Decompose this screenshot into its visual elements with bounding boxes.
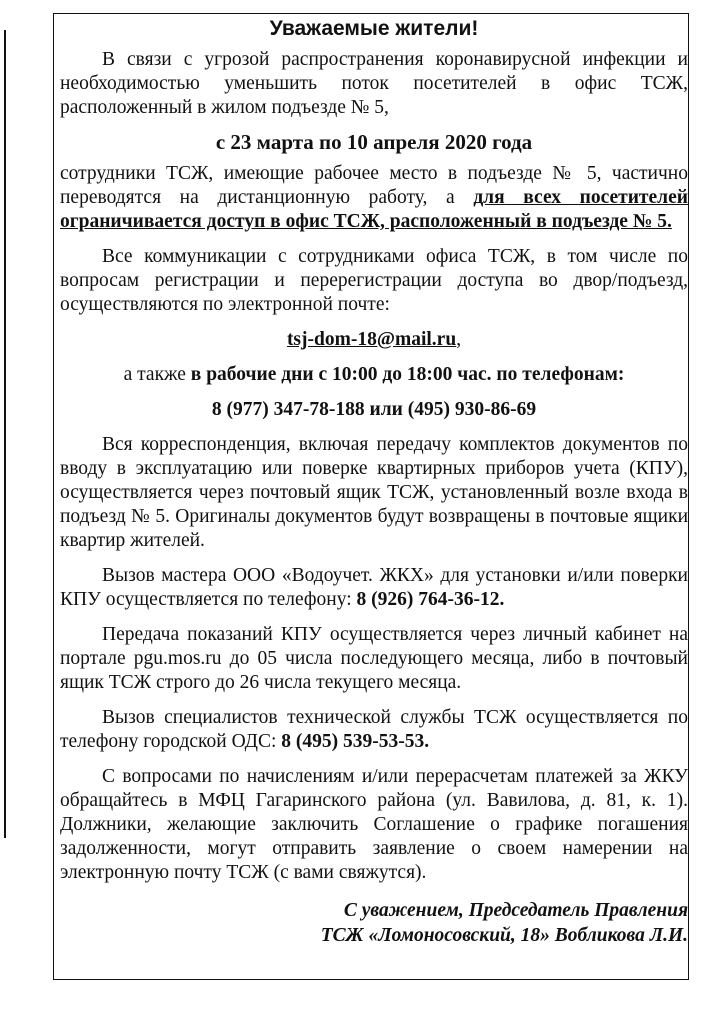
technical-text: Вызов специалистов технической службы ТСЖ осуществляется по телефону городской ОДС: — [60, 707, 688, 752]
technical-phone: 8 (495) 539-53-53. — [281, 731, 430, 752]
remote-work-text: сотрудники ТСЖ, имеющие рабочее место в подъезде № 5, частично переводятся на дистанционную работу, а — [60, 163, 688, 208]
communications-paragraph: Все коммуникации с сотрудниками офиса ТСЖ, в том числе по вопросам регистрации и перерегистрации доступа во двор/подъезд, осуществляются по электронной почте: — [60, 246, 688, 315]
email-suffix: , — [456, 329, 462, 350]
access-restriction: для всех посетителей ограничивается доступ в офис ТСЖ, расположенный в подъезде № 5. — [60, 187, 688, 232]
intro-paragraph: В связи с угрозой распространения коронавирусной инфекции и необходимостью уменьшить поток посетителей в офис ТСЖ, расположенный в жилом подъезде № 5, — [60, 49, 688, 118]
remote-work-paragraph — [60, 162, 688, 234]
readings-paragraph: Передача показаний КПУ осуществляется через личный кабинет на портале pgu.mos.ru до 05 числа последующего месяца, либо в почтовый ящик ТСЖ строго до 26 числа текущего месяца. — [60, 624, 688, 693]
phone-numbers: 8 (977) 347-78-188 или (495) 930-86-69 — [211, 399, 537, 420]
phones-intro — [60, 363, 688, 387]
signature-line-2: ТСЖ «Ломоносовский, 18» Вобликова Л.И. — [320, 925, 688, 946]
master-text: Вызов мастера ООО «Водоучет. ЖКХ» для установки и/или поверки КПУ осуществляется по телефону: — [60, 565, 688, 610]
signature — [60, 898, 688, 948]
margin-rule — [4, 30, 6, 838]
phones-intro-prefix: а также — [123, 364, 191, 385]
email-line — [60, 328, 688, 352]
master-paragraph — [60, 564, 688, 612]
notice-content — [60, 15, 688, 948]
billing-paragraph: С вопросами по начислениям и/или перерасчетам платежей за ЖКУ обращайтесь в МФЦ Гагаринского района (ул. Вавилова, д. 81, к. 1). Должники, желающие заключить Соглашение о графике погашения задолженности, могут отправить заявление о своем намерении на электронную почту ТСЖ (с вами свяжутся). — [60, 766, 688, 883]
correspondence-paragraph: Вся корреспонденция, включая передачу комплектов документов по вводу в эксплуатацию или поверке квартирных приборов учета (КПУ), осуществляется через почтовый ящик ТСЖ, установленный возле входа в подъезд № 5. Оригиналы документов будут возвращены в почтовые ящики квартир жителей. — [60, 434, 688, 551]
signature-line-1: С уважением, Председатель Правления — [343, 900, 688, 921]
notice-heading: Уважаемые жители! — [269, 17, 479, 40]
working-hours: в рабочие дни с 10:00 до 18:00 час. по телефонам: — [190, 364, 625, 385]
email-link[interactable]: tsj-dom-18@mail.ru — [286, 329, 457, 350]
master-phone: 8 (926) 764-36-12. — [356, 589, 505, 610]
date-range: с 23 марта по 10 апреля 2020 года — [215, 130, 533, 154]
technical-paragraph — [60, 706, 688, 754]
